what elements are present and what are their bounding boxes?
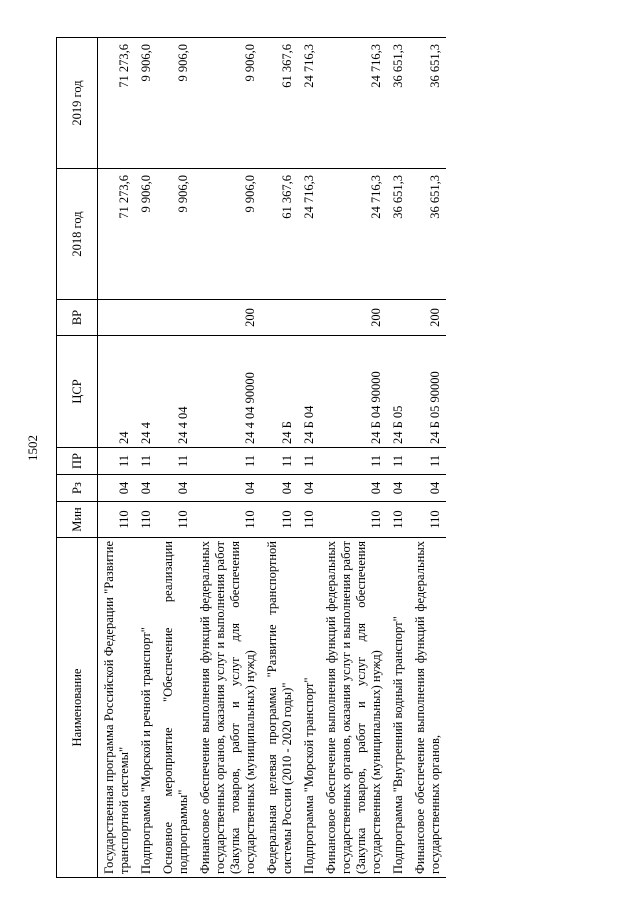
row-2019: 36 651,3 bbox=[409, 38, 446, 169]
row-name: Подпрограмма "Морской и речной транспорт" bbox=[135, 538, 157, 878]
row-vr: 200 bbox=[409, 300, 446, 336]
row-2018: 36 651,3 bbox=[409, 169, 446, 300]
row-csr: 24 Б 05 bbox=[387, 336, 409, 448]
row-min: 110 bbox=[409, 502, 446, 538]
row-pr: 11 bbox=[135, 448, 157, 475]
row-min: 110 bbox=[320, 502, 387, 538]
header-2018: 2018 год bbox=[57, 169, 98, 300]
row-rz: 04 bbox=[98, 475, 136, 502]
row-csr: 24 bbox=[98, 336, 136, 448]
row-2018: 61 367,6 bbox=[261, 169, 298, 300]
row-min: 110 bbox=[298, 502, 320, 538]
header-min: Мин bbox=[57, 502, 98, 538]
row-pr: 11 bbox=[298, 448, 320, 475]
header-pr: ПР bbox=[57, 448, 98, 475]
row-min: 110 bbox=[157, 502, 194, 538]
row-2018: 71 273,6 bbox=[98, 169, 136, 300]
table-row bbox=[194, 38, 261, 878]
row-name: Финансовое обеспечение выполнения функций федеральных государственных органов, оказания услуг и выполнения работ (Закупка товаров, работ и услуг для обеспечения государственных (муниципальных) нужд) bbox=[320, 538, 387, 878]
row-rz: 04 bbox=[320, 475, 387, 502]
budget-table bbox=[56, 37, 446, 878]
row-vr: 200 bbox=[194, 300, 261, 336]
row-csr: 24 4 04 bbox=[157, 336, 194, 448]
row-csr: 24 4 04 90000 bbox=[194, 336, 261, 448]
row-rz: 04 bbox=[298, 475, 320, 502]
table-row bbox=[387, 38, 409, 878]
row-min: 110 bbox=[261, 502, 298, 538]
row-name: Подпрограмма "Морской транспорт" bbox=[298, 538, 320, 878]
row-2019: 9 906,0 bbox=[157, 38, 194, 169]
row-name: Подпрограмма "Внутренний водный транспорт" bbox=[387, 538, 409, 878]
row-csr: 24 Б 05 90000 bbox=[409, 336, 446, 448]
table-row bbox=[320, 38, 387, 878]
row-csr: 24 4 bbox=[135, 336, 157, 448]
row-name: Финансовое обеспечение выполнения функций федеральных государственных органов, bbox=[409, 538, 446, 878]
row-pr: 11 bbox=[98, 448, 136, 475]
table-row bbox=[98, 38, 136, 878]
row-min: 110 bbox=[387, 502, 409, 538]
row-pr: 11 bbox=[387, 448, 409, 475]
row-vr bbox=[135, 300, 157, 336]
row-vr bbox=[98, 300, 136, 336]
row-2019: 71 273,6 bbox=[98, 38, 136, 169]
row-2018: 9 906,0 bbox=[157, 169, 194, 300]
row-csr: 24 Б 04 bbox=[298, 336, 320, 448]
table-row bbox=[135, 38, 157, 878]
row-vr bbox=[387, 300, 409, 336]
row-vr bbox=[157, 300, 194, 336]
row-rz: 04 bbox=[194, 475, 261, 502]
row-2019: 24 716,3 bbox=[298, 38, 320, 169]
row-pr: 11 bbox=[320, 448, 387, 475]
page-number: 1502 bbox=[25, 435, 40, 461]
row-2018: 24 716,3 bbox=[298, 169, 320, 300]
row-2018: 36 651,3 bbox=[387, 169, 409, 300]
row-2018: 24 716,3 bbox=[320, 169, 387, 300]
row-vr bbox=[298, 300, 320, 336]
header-vr: ВР bbox=[57, 300, 98, 336]
budget-table-rotated bbox=[56, 38, 616, 878]
header-name: Наименование bbox=[57, 538, 98, 878]
row-pr: 11 bbox=[409, 448, 446, 475]
row-2019: 9 906,0 bbox=[135, 38, 157, 169]
row-2018: 9 906,0 bbox=[194, 169, 261, 300]
row-csr: 24 Б bbox=[261, 336, 298, 448]
row-name: Федеральная целевая программа "Развитие транспортной системы России (2010 - 2020 годы)" bbox=[261, 538, 298, 878]
row-rz: 04 bbox=[135, 475, 157, 502]
header-csr: ЦСР bbox=[57, 336, 98, 448]
row-2019: 61 367,6 bbox=[261, 38, 298, 169]
table-row bbox=[298, 38, 320, 878]
table-row bbox=[157, 38, 194, 878]
row-pr: 11 bbox=[194, 448, 261, 475]
row-min: 110 bbox=[194, 502, 261, 538]
row-rz: 04 bbox=[387, 475, 409, 502]
table-header-row bbox=[57, 38, 98, 878]
table-row bbox=[261, 38, 298, 878]
row-rz: 04 bbox=[261, 475, 298, 502]
row-2019: 36 651,3 bbox=[387, 38, 409, 169]
row-vr bbox=[261, 300, 298, 336]
row-csr: 24 Б 04 90000 bbox=[320, 336, 387, 448]
row-name: Финансовое обеспечение выполнения функций федеральных государственных органов, оказания услуг и выполнения работ (Закупка товаров, работ и услуг для обеспечения государственных (муниципальных) нужд) bbox=[194, 538, 261, 878]
header-rz: Рз bbox=[57, 475, 98, 502]
table-row bbox=[409, 38, 446, 878]
row-min: 110 bbox=[135, 502, 157, 538]
row-pr: 11 bbox=[261, 448, 298, 475]
row-vr: 200 bbox=[320, 300, 387, 336]
row-rz: 04 bbox=[409, 475, 446, 502]
row-2018: 9 906,0 bbox=[135, 169, 157, 300]
row-name: Государственная программа Российской Федерации "Развитие транспортной системы" bbox=[98, 538, 136, 878]
row-name: Основное мероприятие "Обеспечение реализации подпрограммы" bbox=[157, 538, 194, 878]
row-min: 110 bbox=[98, 502, 136, 538]
header-2019: 2019 год bbox=[57, 38, 98, 169]
row-2019: 9 906,0 bbox=[194, 38, 261, 169]
row-rz: 04 bbox=[157, 475, 194, 502]
row-2019: 24 716,3 bbox=[320, 38, 387, 169]
row-pr: 11 bbox=[157, 448, 194, 475]
